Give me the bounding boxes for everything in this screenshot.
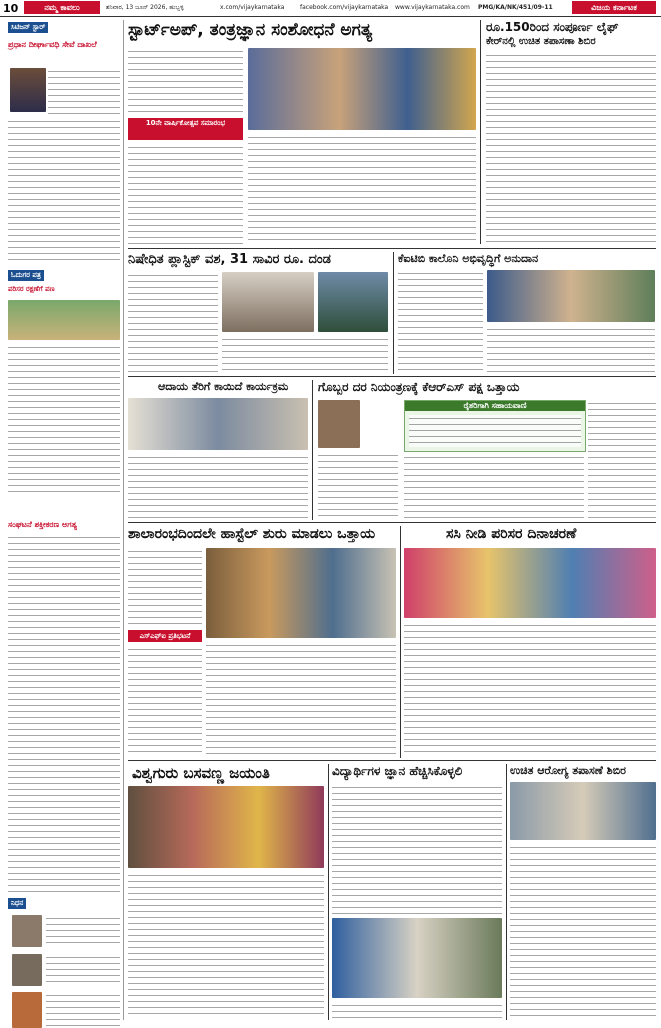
helpline-box <box>404 400 586 452</box>
brand-logo: ವಿಜಯ ಕರ್ನಾಟಕ <box>572 1 656 14</box>
page-header <box>0 0 661 17</box>
health-camp-photo <box>510 782 656 840</box>
column-rule <box>400 526 401 758</box>
row-rule <box>128 522 656 523</box>
section-masthead: ನಮ್ಮ ಕಾವಲು <box>24 1 100 14</box>
column-rule <box>480 20 481 244</box>
helpline-title: ರೈತರಿಗಾಗಿ ಸಹಾಯವಾಣಿ <box>405 401 585 411</box>
story-subheadline: ಕೇರ್‌ನಲ್ಲಿ ಉಚಿತ ತಪಾಸಣಾ ಶಿಬಿರ <box>486 36 596 47</box>
text-block <box>128 548 202 628</box>
text-block <box>128 48 243 116</box>
left-sidebar <box>8 20 124 1020</box>
story-headline: ಉಚಿತ ಆರೋಗ್ಯ ತಪಾಸಣೆ ಶಿಬಿರ <box>510 764 626 777</box>
story-headline: ನಿಷೇಧಿತ ಪ್ಲಾಸ್ಟಿಕ್ ವಶ, 31 ಸಾವಿರ ರೂ. ದಂಡ <box>128 252 331 267</box>
text-block <box>486 52 656 244</box>
text-block <box>588 400 656 518</box>
text-block <box>404 454 584 518</box>
story-headline: ಗೊಬ್ಬರ ದರ ನಿಯಂತ್ರಣಕ್ಕೆ ಕೆಆರ್‌ಎಸ್ ಪಕ್ಷ ಒತ್ತಾಯ <box>318 380 520 394</box>
obituary-photo <box>12 915 42 947</box>
column-rule <box>328 764 329 1020</box>
column-rule <box>506 764 507 1020</box>
story-headline: ಸ್ಟಾರ್ಟ್‌ಅಪ್, ತಂತ್ರಜ್ಞಾನ ಸಂಶೋಧನೆ ಅಗತ್ಯ <box>128 20 373 40</box>
text-block <box>404 622 656 756</box>
readers-header: ಓದುಗರ ಪತ್ರ <box>8 270 44 281</box>
citizen-star-title: ಪ್ರಧಾನ ದೀರ್ಘಾವಧಿ ಸೇವೆ ದಾಖಲೆ <box>8 40 97 49</box>
jayanti-photo <box>128 786 324 868</box>
story-headline: ಸಸಿ ನೀಡಿ ಪರಿಸರ ದಿನಾಚರಣೆ <box>446 526 577 542</box>
environment-day-photo <box>404 548 656 618</box>
tax-event-photo <box>128 398 308 450</box>
facebook-link[interactable]: facebook.com/vijaykarnataka <box>300 4 389 11</box>
text-block <box>46 954 120 986</box>
raid-photo <box>222 272 314 332</box>
readers-title: ಪರಿಸರ ರಕ್ಷಣೆಗೆ ಪಣ <box>8 285 55 293</box>
protest-photo <box>206 548 396 638</box>
column-rule <box>393 252 394 374</box>
text-block <box>128 872 324 1018</box>
text-block <box>206 642 396 756</box>
story-headline: ಶಾಲಾರಂಭದಿಂದಲೇ ಹಾಸ್ಟೆಲ್ ಶುರು ಮಾಡಲು ಒತ್ತಾಯ <box>128 526 376 542</box>
text-block <box>8 118 120 263</box>
colony-photo <box>487 270 655 322</box>
text-block <box>46 915 120 947</box>
story-headline: ಕೆಐಟಿಬಿ ಕಾಲೊನಿ ಅಭಿವೃದ್ಧಿಗೆ ಅನುದಾನ <box>398 252 539 265</box>
student-event-photo <box>332 918 502 998</box>
text-block <box>248 134 476 244</box>
citizen-photo <box>10 68 46 112</box>
unity-headline: ಸಂಘಟನೆ ಶಕ್ತೀಕರಣ ಅಗತ್ಯ <box>8 520 77 529</box>
citizen-star-header: ಸಿಟಿಜನ್ ಸ್ಟಾರ್ <box>8 22 48 33</box>
text-block <box>318 452 398 518</box>
text-block <box>8 534 120 894</box>
text-block <box>409 415 581 447</box>
story-headline: ವಿದ್ಯಾರ್ಥಿಗಳ ಜ್ಞಾನ ಹೆಚ್ಚಿಸಿಕೊಳ್ಳಲಿ <box>332 764 463 778</box>
obituary-header: ನಿಧನ <box>8 898 26 909</box>
event-photo <box>248 48 476 130</box>
text-block <box>128 646 202 756</box>
date-line: ಶನಿವಾರ, 13 ಜೂನ್ 2026, ಹುಬ್ಬಳ್ಳಿ <box>106 4 184 11</box>
text-block <box>128 144 243 244</box>
text-block <box>222 336 388 372</box>
obituary-photo <box>12 992 42 1028</box>
text-block <box>332 1002 502 1018</box>
text-block <box>46 992 120 1028</box>
raid-photo-2 <box>318 272 388 332</box>
text-block <box>487 326 655 372</box>
story-headline: ಆದಾಯ ತೆರಿಗೆ ಕಾಯಿದೆ ಕಾರ್ಯಕ್ರಮ <box>158 380 289 393</box>
obituary-photo <box>12 954 42 986</box>
text-block <box>398 270 483 372</box>
text-block <box>8 344 120 494</box>
story-headline: ರೂ.150ರಿಂದ ಸಂಪೂರ್ಣ ಲೈಫ್‌ <box>486 20 619 34</box>
text-block <box>128 454 308 518</box>
column-rule <box>312 380 313 520</box>
row-rule <box>128 760 656 761</box>
group-photo <box>8 300 120 340</box>
x-link[interactable]: x.com/vijaykarnataka <box>220 4 285 11</box>
text-block <box>48 68 120 116</box>
leader-photo <box>318 400 360 448</box>
website-link[interactable]: www.vijaykarnataka.com <box>395 4 470 11</box>
registration-number: PMG/KA/NK/451/09-11 <box>478 4 553 11</box>
text-block <box>510 844 656 1018</box>
page-number: 10 <box>3 2 19 15</box>
row-rule <box>128 376 656 377</box>
story-headline: ವಿಶ್ವಗುರು ಬಸವಣ್ಣ ಜಯಂತಿ <box>132 764 270 782</box>
text-block <box>128 272 218 372</box>
story-tag: ಎಸ್‌ಎಫ್‌ಐ ಪ್ರತಿಭಟನೆ <box>128 630 202 642</box>
row-rule <box>128 248 656 249</box>
story-tag: 10ನೇ ವಾರ್ಷಿಕೋತ್ಸವ ಸಮಾರಂಭ <box>128 118 243 140</box>
text-block <box>332 784 502 914</box>
